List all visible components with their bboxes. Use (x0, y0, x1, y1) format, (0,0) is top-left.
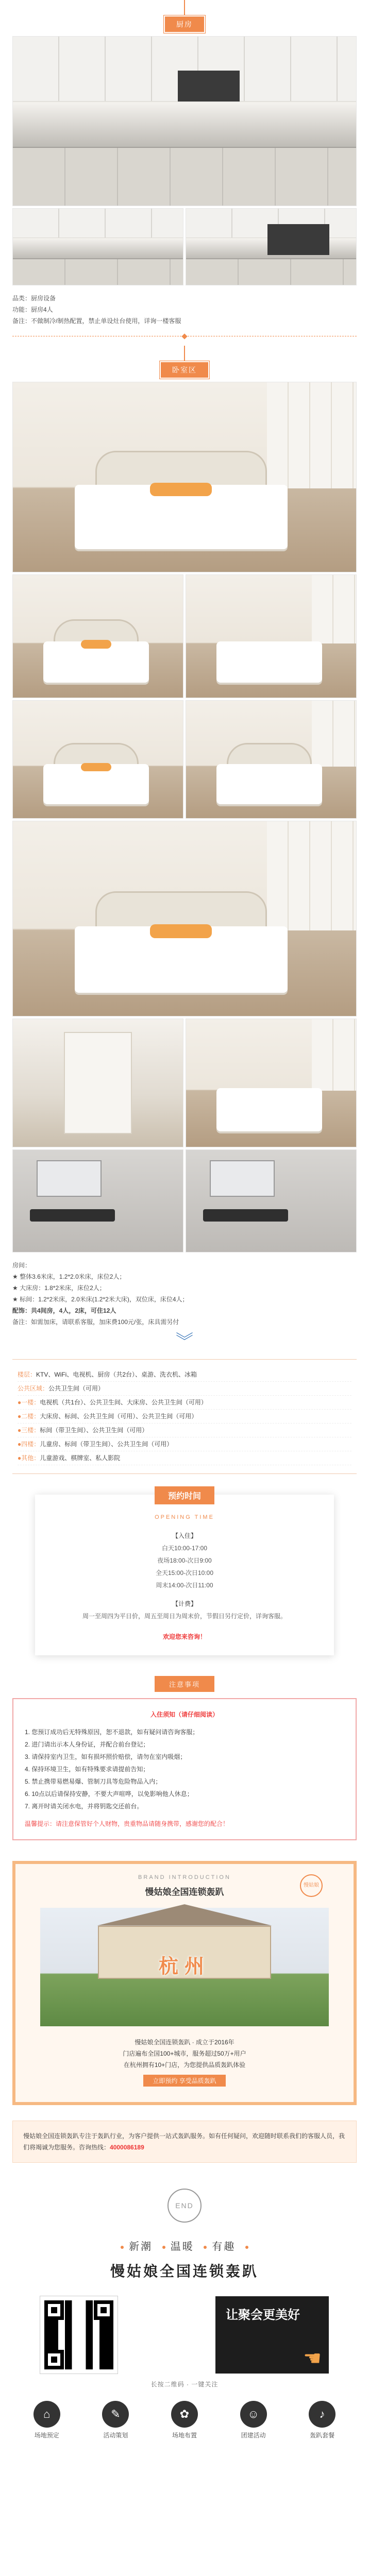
scan-hint: 长按二维码 · 一键关注 (150, 2381, 219, 2388)
qr-area (40, 2296, 329, 2374)
footer-brand-name: 慢姑娘全国连锁轰趴 (110, 2263, 259, 2279)
slogan-part: 温暖 (170, 2241, 194, 2252)
notice-tag-area (0, 1676, 369, 1692)
notice-box (12, 1698, 357, 1840)
nav-item-team-building[interactable] (228, 2401, 279, 2439)
smile-icon: ☺ (240, 2401, 267, 2428)
hours-subtitle: OPENING TIME (155, 1514, 214, 1520)
bedroom-info (12, 1260, 357, 1328)
facility-row (18, 1410, 351, 1423)
tag-connector (184, 346, 185, 361)
bedroom-photo-3 (186, 574, 357, 698)
contact-phone[interactable]: 4000086189 (110, 2144, 144, 2151)
bedroom-grid-3 (12, 1019, 357, 1147)
bedroom-tag: 卧室区 (160, 361, 209, 379)
bedroom-photo-2 (12, 574, 183, 698)
contact-text: 慢姑娘全国连锁轰趴专注于轰趴行业，为客户提供一站式轰趴服务。如有任何疑问，欢迎随时联系我们的客服人员，我们将竭诚为您服务。咨询热线： (23, 2132, 345, 2151)
hours-badge: 预约时间 (155, 1486, 214, 1504)
nav-item-event-planning[interactable] (90, 2401, 141, 2439)
end-label: END (167, 2189, 202, 2223)
facility-value: 大床房、标间、公共卫生间（可用）、公共卫生间（可用） (40, 1413, 198, 1420)
nav-item-party-package[interactable] (296, 2401, 348, 2439)
facility-row (18, 1451, 351, 1465)
brand-booking-button[interactable]: 立即预约 享受品质轰趴 (143, 2075, 225, 2087)
bedroom-photo-7 (186, 1019, 357, 1147)
qr-cta-panel (215, 2296, 329, 2374)
kitchen-tag-wrap (0, 0, 369, 31)
brand-line: 门店遍布全国100+城市，服务超过50万+用户 (123, 2050, 246, 2057)
brand-cn-title: 慢姑娘全国连锁轰趴 (145, 1887, 224, 1897)
scroll-down-indicator (0, 1328, 369, 1359)
nav-label: 轰趴套餐 (310, 2432, 335, 2439)
consult-cta[interactable]: 欢迎您来咨询！ (162, 1633, 206, 1640)
qr-cta-text: 让聚会更美好 (226, 2308, 300, 2322)
bedroom-line: ★ 标间：1.2*2米床，2.0米床(1.2*2米大床)，双位床，床位4人； (12, 1296, 189, 1303)
notice-line: 1. 您预订成功后无特殊原因，恕不退款，如有疑问请咨询客服； (25, 1728, 199, 1736)
bedroom-photo-6 (12, 821, 357, 1016)
brand-lines (31, 2037, 338, 2071)
brand-line: 慢姑娘全国连锁轰趴 · 成立于2016年 (135, 2039, 234, 2046)
notice-line: 7. 离开时请关闭水电，并将钥匙交还前台。 (25, 1803, 143, 1810)
facility-value: 儿童房、标间（带卫生间）、公共卫生间（可用） (40, 1440, 173, 1448)
notice-tag: 注意事项 (155, 1676, 214, 1692)
facility-value: KTV、WiFi、电视机、厨房（共2台）、桌游、洗衣机、冰箱 (36, 1371, 197, 1378)
facility-key: ●四楼： (18, 1440, 40, 1448)
facility-key: 公共区域： (18, 1385, 49, 1392)
contact-box (12, 2121, 357, 2163)
notice-line: 3. 请保持室内卫生，如有损坏照价赔偿，请勿在室内吸烟； (25, 1753, 187, 1760)
facilities-box (12, 1359, 357, 1474)
bedroom-line: ★ 整体3.6米床，1.2*2.0米床，床位2人； (12, 1273, 126, 1280)
bath-grid (12, 1149, 357, 1252)
notice-footer: 温馨提示：请注意保管好个人财物，贵重物品请随身携带，感谢您的配合！ (25, 1820, 229, 1827)
brand-en-title: BRAND INTRODUCTION (138, 1874, 231, 1880)
kitchen-tag: 厨房 (164, 15, 205, 33)
bedroom-line: ★ 大床房：1.8*2米床，床位2人； (12, 1284, 106, 1292)
notice-line: 2. 进门请出示本人身份证，并配合前台登记； (25, 1741, 149, 1748)
brand-stamp: 慢姑娘 (300, 1874, 323, 1897)
facility-key: ●一楼： (18, 1399, 40, 1406)
kitchen-main-photo (12, 36, 357, 206)
kitchen-line: 品类：厨房设备 (12, 295, 56, 302)
slogan-part: 有趣 (212, 2241, 236, 2252)
pointing-hand-icon: ☚ (303, 2347, 322, 2370)
facility-row (18, 1423, 351, 1437)
pricing-note: 周一至周四为平日价，周五至周日为周末价，节假日另行定价，详询客服。 (82, 1613, 287, 1620)
hours-line: 全天15:00-次日10:00 (155, 1569, 214, 1577)
tag-connector (184, 0, 185, 15)
pricing-label: 【计费】 (172, 1600, 197, 1607)
brand-scene-image (40, 1908, 329, 2026)
pencil-icon: ✎ (102, 2401, 129, 2428)
notice-title: 入住须知（请仔细阅读） (150, 1711, 219, 1718)
bedroom-photo-1 (12, 382, 357, 572)
brand-card (12, 1861, 357, 2105)
end-marker (0, 2189, 369, 2223)
facility-key: ●三楼： (18, 1427, 40, 1434)
hours-line: 周末14:00-次日11:00 (156, 1582, 213, 1589)
hours-line: 夜场18:00-次日9:00 (157, 1557, 212, 1564)
facility-value: 电视机（共1台）、公共卫生间、大床房、公共卫生间（可用） (40, 1399, 207, 1406)
opening-hours-card (35, 1492, 334, 1655)
brand-line: 在杭州拥有10+门店，为您提供品质轰趴体验 (123, 2061, 246, 2069)
facility-row (18, 1382, 351, 1396)
bottom-nav (12, 2401, 357, 2450)
nav-label: 团建活动 (241, 2432, 266, 2439)
bedroom-tag-wrap (0, 346, 369, 377)
nav-item-venue-booking[interactable] (21, 2401, 73, 2439)
bedroom-info-title: 房间： (12, 1262, 31, 1269)
facility-row (18, 1368, 351, 1382)
home-icon: ⌂ (33, 2401, 60, 2428)
facility-value: 儿童游戏、棋牌室、私人影院 (40, 1454, 121, 1462)
city-label: 杭州 (158, 1956, 211, 1978)
kitchen-photo-right (186, 208, 357, 285)
notice-line: 5. 禁止携带易燃易爆、管制刀具等危险物品入内； (25, 1778, 162, 1785)
bedroom-line: 备注：如需加床，请联系客服，加床费100元/张，床具需另付 (12, 1318, 179, 1326)
facility-key: ●其他： (18, 1454, 40, 1462)
hall-photo (12, 1019, 183, 1147)
facility-value: 标间（带卫生间）、公共卫生间（可用） (40, 1427, 148, 1434)
bedroom-grid-1 (12, 574, 357, 698)
notice-line: 4. 保持环境卫生，如有特殊要求请提前告知； (25, 1766, 149, 1773)
nav-label: 场地预定 (34, 2432, 59, 2439)
nav-label: 活动策划 (103, 2432, 128, 2439)
nav-label: 场地布置 (172, 2432, 197, 2439)
kitchen-line: 备注：不做制冷/制热配置，禁止单设灶台使用，详询一楼客服 (12, 317, 181, 325)
kitchen-caption (12, 293, 357, 327)
hours-line: 白天10:00-17:00 (161, 1545, 208, 1552)
chevron-down-icon: ︾ (176, 1332, 193, 1351)
facility-key: ●二楼： (18, 1413, 40, 1420)
kitchen-photo-left (12, 208, 183, 285)
qr-code-icon[interactable] (40, 2296, 118, 2374)
facility-key: 楼层： (18, 1371, 37, 1378)
bedroom-photo-4 (12, 700, 183, 819)
music-icon: ♪ (309, 2401, 336, 2428)
bedroom-line: 配饰：共4间房，4人，2床，可住12人 (12, 1307, 116, 1314)
slogan (0, 2238, 369, 2253)
slogan-part: 新潮 (129, 2241, 153, 2252)
bedroom-photo-5 (186, 700, 357, 819)
bathroom-photo-2 (186, 1149, 357, 1252)
flower-icon: ✿ (171, 2401, 198, 2428)
hours-label: 【入住】 (172, 1532, 197, 1539)
bedroom-grid-2 (12, 700, 357, 819)
kitchen-photo-grid (12, 208, 357, 285)
facility-row (18, 1396, 351, 1410)
notice-line: 6. 10点以后请保持安静，不要大声喧哗，以免影响他人休息； (25, 1790, 193, 1798)
facility-value: 公共卫生间（可用） (48, 1385, 105, 1392)
bathroom-photo-1 (12, 1149, 183, 1252)
kitchen-line: 功能：厨房4人 (12, 306, 53, 313)
facility-row (18, 1437, 351, 1451)
nav-item-decoration[interactable] (159, 2401, 210, 2439)
